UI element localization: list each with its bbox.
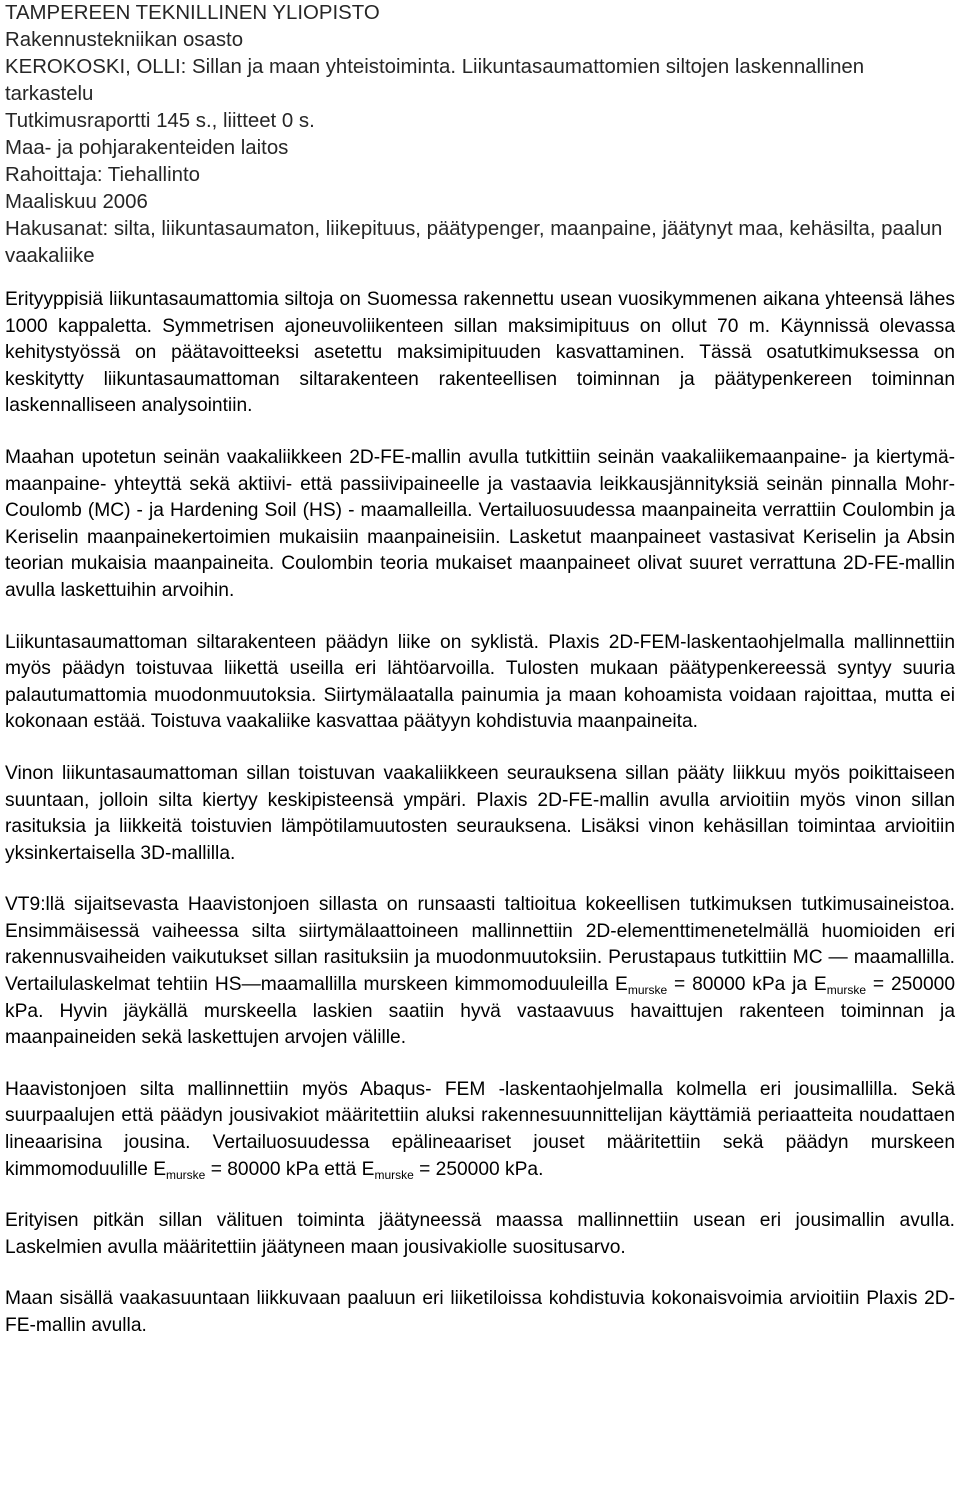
abstract-paragraph: Maahan upotetun seinän vaakaliikkeen 2D-FE-mallin avulla tutkittiin seinän vaakaliikemaanpaine- ja kiertymä-maanpaine- yhteyttä sekä aktiivi- että passiivipaineelle ja vastaavia leikkausjännityksiä seinän pinnalla Mohr-Coulomb (MC) - ja Hardening Soil (HS) - maamalleilla. Vertailuosuudessa maanpaineita verrattiin Coulombin ja Keriselin maanpainekertoimien mukaisiin maanpaineisiin. Lasketut maanpaineet vastasivat Keriselin ja Absin teorian mukaisia maanpaineita. Coulombin teoria mukaiset maanpaineet olivat suuret verrattuna 2D-FE-mallin avulla laskettuihin arvoihin. (5, 446, 955, 601)
department-name: Rakennustekniikan osasto (5, 29, 244, 51)
paragraph-text: = 80000 kPa ja E (667, 974, 827, 996)
abstract-paragraph: Erityyppisiä liikuntasaumattomia siltoja on Suomessa rakennettu usean vuosikymmenen aikana yhteensä lähes 1000 kappaletta. Symmetrisen ajoneuvoliikenteen sillan maksimipituus on ollut 70 m. Käynnissä olevassa kehitystyössä on päätavoitteeksi asetettu maksimipituuden kasvattaminen. Tässä osatutkimuksessa on keskitytty liikuntasaumattoman siltarakenteen rakenteellisen toiminnan ja päätypenkereen toiminnan laskennalliseen analysointiin. (5, 289, 955, 417)
keywords: Hakusanat: silta, liikuntasaumaton, liikepituus, päätypenger, maanpaine, jäätynyt maa, kehäsilta, paalun vaakaliike (5, 218, 943, 267)
university-name: TAMPEREEN TEKNILLINEN YLIOPISTO (5, 2, 380, 24)
abstract-paragraph: Maan sisällä vaakasuuntaan liikkuvaan paaluun eri liiketiloissa kohdistuvia kokonaisvoimia arvioitiin Plaxis 2D-FE-mallin avulla. (5, 1288, 955, 1336)
subscript: murske (166, 1167, 206, 1182)
paragraph-text: = 250000 kPa. Hyvin jäykällä murskeella laskien saatiin hyvä vastaavuus havaittujen rakenteen toiminnan ja maanpaineiden sekä laskettujen arvojen välille. (5, 974, 955, 1049)
document-page (5, 0, 955, 1365)
subscript: murske (627, 983, 668, 998)
paragraph-text: VT9:llä sijaitsevasta Haavistonjoen sillasta on runsaasti taltioitua kokeellisen tutkimuksen tutkimusaineistoa. Ensimmäisessä vaiheessa silta siirtymälaattoineen mallinnettiin 2D-elementtimenetelmällä huomioiden eri rakennusvaiheiden vaikutukset sillan rasituksiin ja muodonmuutoksiin. Perustapaus tutkittiin MC — maamallilla. Vertailulaskelmat tehtiin HS—maamallilla murskeen kimmomoduuleilla E (5, 894, 955, 996)
paragraph-text: = 250000 kPa. (413, 1158, 544, 1180)
paragraph-text: Haavistonjoen silta mallinnettiin myös Abaqus- FEM -laskentaohjelmalla kolmella eri jousimallilla. Sekä suurpaalujen että päädyn jousivakiot määritettiin aluksi rakennesuunnittelijan käyttämiä periaatteita noudattaen lineaarisina jousina. Vertailuosuudessa epälineaariset jouset määritettiin sekä päädyn murskeen kimmomoduulille E (5, 1078, 955, 1180)
publication-date: Maaliskuu 2006 (5, 191, 148, 213)
abstract-paragraph (5, 1077, 955, 1183)
subscript: murske (374, 1167, 414, 1182)
report-header (5, 0, 955, 270)
report-title: KEROKOSKI, OLLI: Sillan ja maan yhteistoiminta. Liikuntasaumattomien siltojen laskennallinen tarkastelu (5, 56, 865, 105)
paragraph-text: = 80000 kPa että E (205, 1158, 375, 1180)
abstract-paragraph: Vinon liikuntasaumattoman sillan toistuvan vaakaliikkeen seurauksena sillan pääty liikkuu myös poikittaiseen suuntaan, jolloin silta kiertyy keskipisteensä ympäri. Plaxis 2D-FE-mallin avulla arvioitiin myös vinon sillan rasituksia ja liikkeitä toistuvien lämpötilamuutosten seurauksena. Lisäksi vinon kehäsillan toimintaa arvioitiin yksinkertaisella 3D-mallilla. (5, 762, 955, 864)
abstract-paragraph: Erityisen pitkän sillan välituen toiminta jäätyneessä maassa mallinnettiin usean eri jousimallin avulla. Laskelmien avulla määritettiin jäätyneen maan jousivakiolle suositusarvo. (5, 1210, 955, 1258)
abstract-paragraph: Liikuntasaumattoman siltarakenteen päädyn liike on syklistä. Plaxis 2D-FEM-laskentaohjelmalla mallinnettiin myös päädyn toistuvaa liikettä useilla eri lähtöarvoilla. Tulosten mukaan päätypenkereessä syntyy suuria palautumattomia muodonmuutoksia. Siirtymälaatalla painumia ja maan kohoamista voidaan rajoittaa, mutta ei kokonaan estää. Toistuva vaakaliike kasvattaa päätyyn kohdistuvia maanpaineita. (5, 631, 955, 733)
report-pages: Tutkimusraportti 145 s., liitteet 0 s. (5, 110, 315, 132)
funder: Rahoittaja: Tiehallinto (5, 164, 200, 186)
laboratory-name: Maa- ja pohjarakenteiden laitos (5, 137, 289, 159)
abstract-paragraph (5, 892, 955, 1052)
abstract (5, 287, 955, 1340)
subscript: murske (826, 983, 867, 998)
